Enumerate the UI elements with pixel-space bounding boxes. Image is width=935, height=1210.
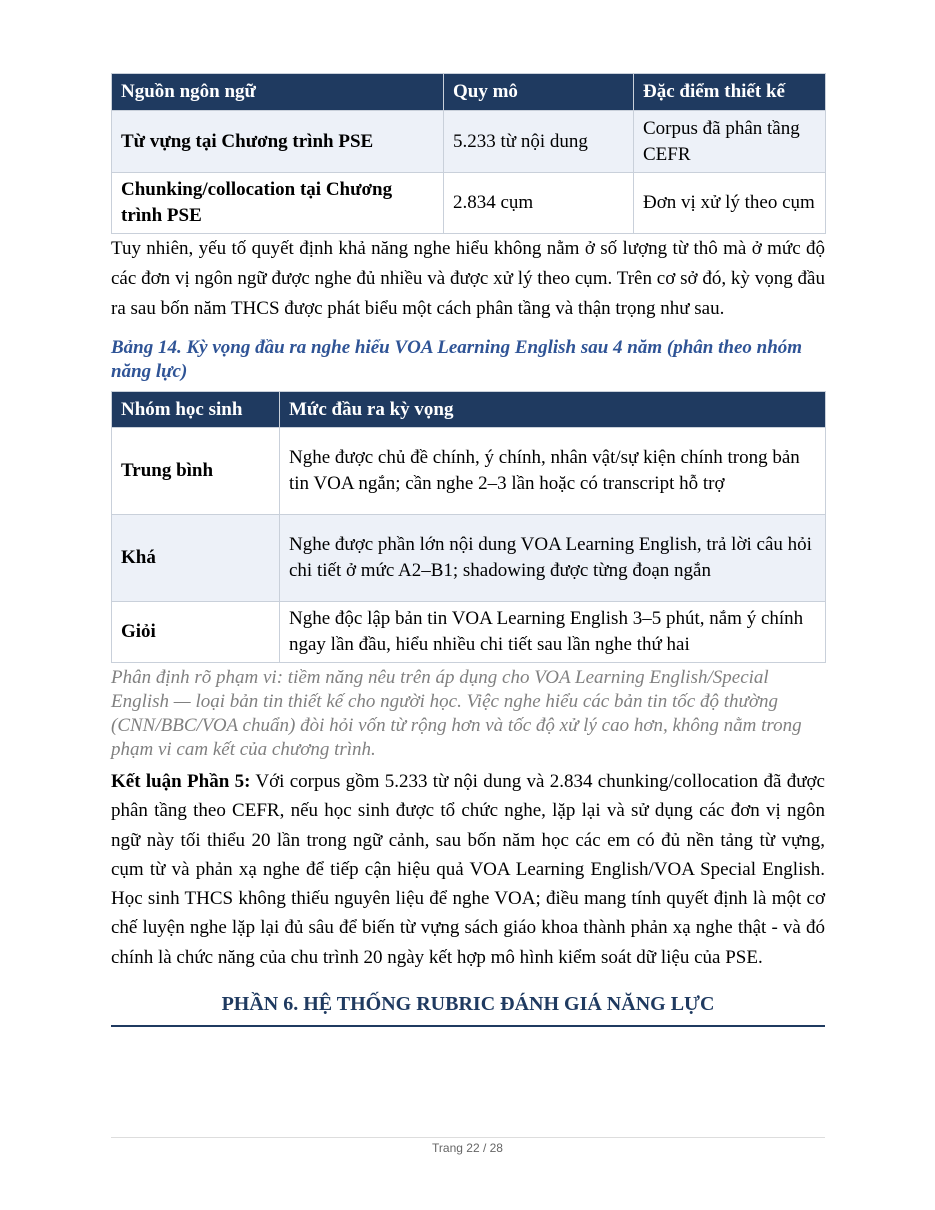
table-row — [112, 602, 826, 663]
conclusion-label: Kết luận Phần 5: — [111, 771, 251, 792]
scope-note: Phân định rõ phạm vi: tiềm năng nêu trên áp dụng cho VOA Learning English/Special English — loại bản tin thiết kế cho người học. Việc nghe hiểu các bản tin tốc độ thường (CNN/BBC/VOA chuẩn) đòi hỏi vốn từ rộng hơn và tốc độ xử lý cao hơn, không nằm trong phạm vi cam kết của chương trình. — [111, 667, 802, 760]
table-header-cell: Nhóm học sinh — [112, 392, 280, 428]
table-row — [112, 173, 826, 234]
table-cell: Nghe độc lập bản tin VOA Learning English 3–5 phút, nắm ý chính ngay lần đầu, hiểu nhiều chi tiết sau lần nghe thứ hai — [280, 602, 826, 663]
table-caption: Bảng 14. Kỳ vọng đầu ra nghe hiểu VOA Learning English sau 4 năm (phân theo nhóm năng lực) — [111, 337, 803, 382]
table-header-row — [112, 74, 826, 111]
table-row — [112, 111, 826, 173]
table-cell: Khá — [112, 515, 280, 602]
section-heading: PHẦN 6. HỆ THỐNG RUBRIC ĐÁNH GIÁ NĂNG LỰC — [111, 990, 825, 1027]
listening-expectation-table — [111, 391, 826, 663]
table-cell: 5.233 từ nội dung — [444, 111, 634, 173]
paragraph: Tuy nhiên, yếu tố quyết định khả năng nghe hiểu không nằm ở số lượng từ thô mà ở mức độ các đơn vị ngôn ngữ được nghe đủ nhiều và được xử lý theo cụm. Trên cơ sở đó, kỳ vọng đầu ra sau bốn năm THCS được phát biểu một cách phân tầng và thận trọng như sau. — [111, 238, 825, 319]
conclusion-text: Với corpus gồm 5.233 từ nội dung và 2.834 chunking/collocation đã được phân tầng theo CEFR, nếu học sinh được tổ chức nghe, lặp lại và sử dụng các đơn vị ngôn ngữ này tối thiểu 20 lần trong ngữ cảnh, sau bốn năm học các em có đủ nền tảng từ vựng, cụm từ và phản xạ nghe để tiếp cận hiệu quả VOA Learning English/VOA Special English. Học sinh THCS không thiếu nguyên liệu để nghe VOA; điều mang tính quyết định là một cơ chế luyện nghe lặp lại đủ sâu để biến từ vựng sách giáo khoa thành phản xạ nghe thật - và đó chính là chức năng của chu trình 20 ngày kết hợp mô hình kiểm soát dữ liệu của PSE. — [111, 771, 825, 968]
table-header-cell: Quy mô — [444, 74, 634, 111]
table-row — [112, 428, 826, 515]
table-cell: Nghe được phần lớn nội dung VOA Learning English, trả lời câu hỏi chi tiết ở mức A2–B1; shadowing được từng đoạn ngắn — [280, 515, 826, 602]
table-cell: Trung bình — [112, 428, 280, 515]
page-number: Trang 22 / 28 — [432, 1141, 503, 1155]
table-cell: Corpus đã phân tầng CEFR — [634, 111, 826, 173]
language-source-table — [111, 73, 826, 234]
table-row — [112, 515, 826, 602]
footer-divider — [111, 1137, 825, 1138]
table-cell: Chunking/collocation tại Chương trình PSE — [112, 173, 444, 234]
table-header-row — [112, 392, 826, 428]
page-content — [111, 73, 825, 1027]
table-cell: Từ vựng tại Chương trình PSE — [112, 111, 444, 173]
table-cell: 2.834 cụm — [444, 173, 634, 234]
table-cell: Đơn vị xử lý theo cụm — [634, 173, 826, 234]
table-header-cell: Đặc điểm thiết kế — [634, 74, 826, 111]
table-header-cell: Nguồn ngôn ngữ — [112, 74, 444, 111]
table-header-cell: Mức đầu ra kỳ vọng — [280, 392, 826, 428]
conclusion-paragraph — [111, 767, 825, 972]
table-cell: Giỏi — [112, 602, 280, 663]
table-cell: Nghe được chủ đề chính, ý chính, nhân vật/sự kiện chính trong bản tin VOA ngắn; cần nghe 2–3 lần hoặc có transcript hỗ trợ — [280, 428, 826, 515]
